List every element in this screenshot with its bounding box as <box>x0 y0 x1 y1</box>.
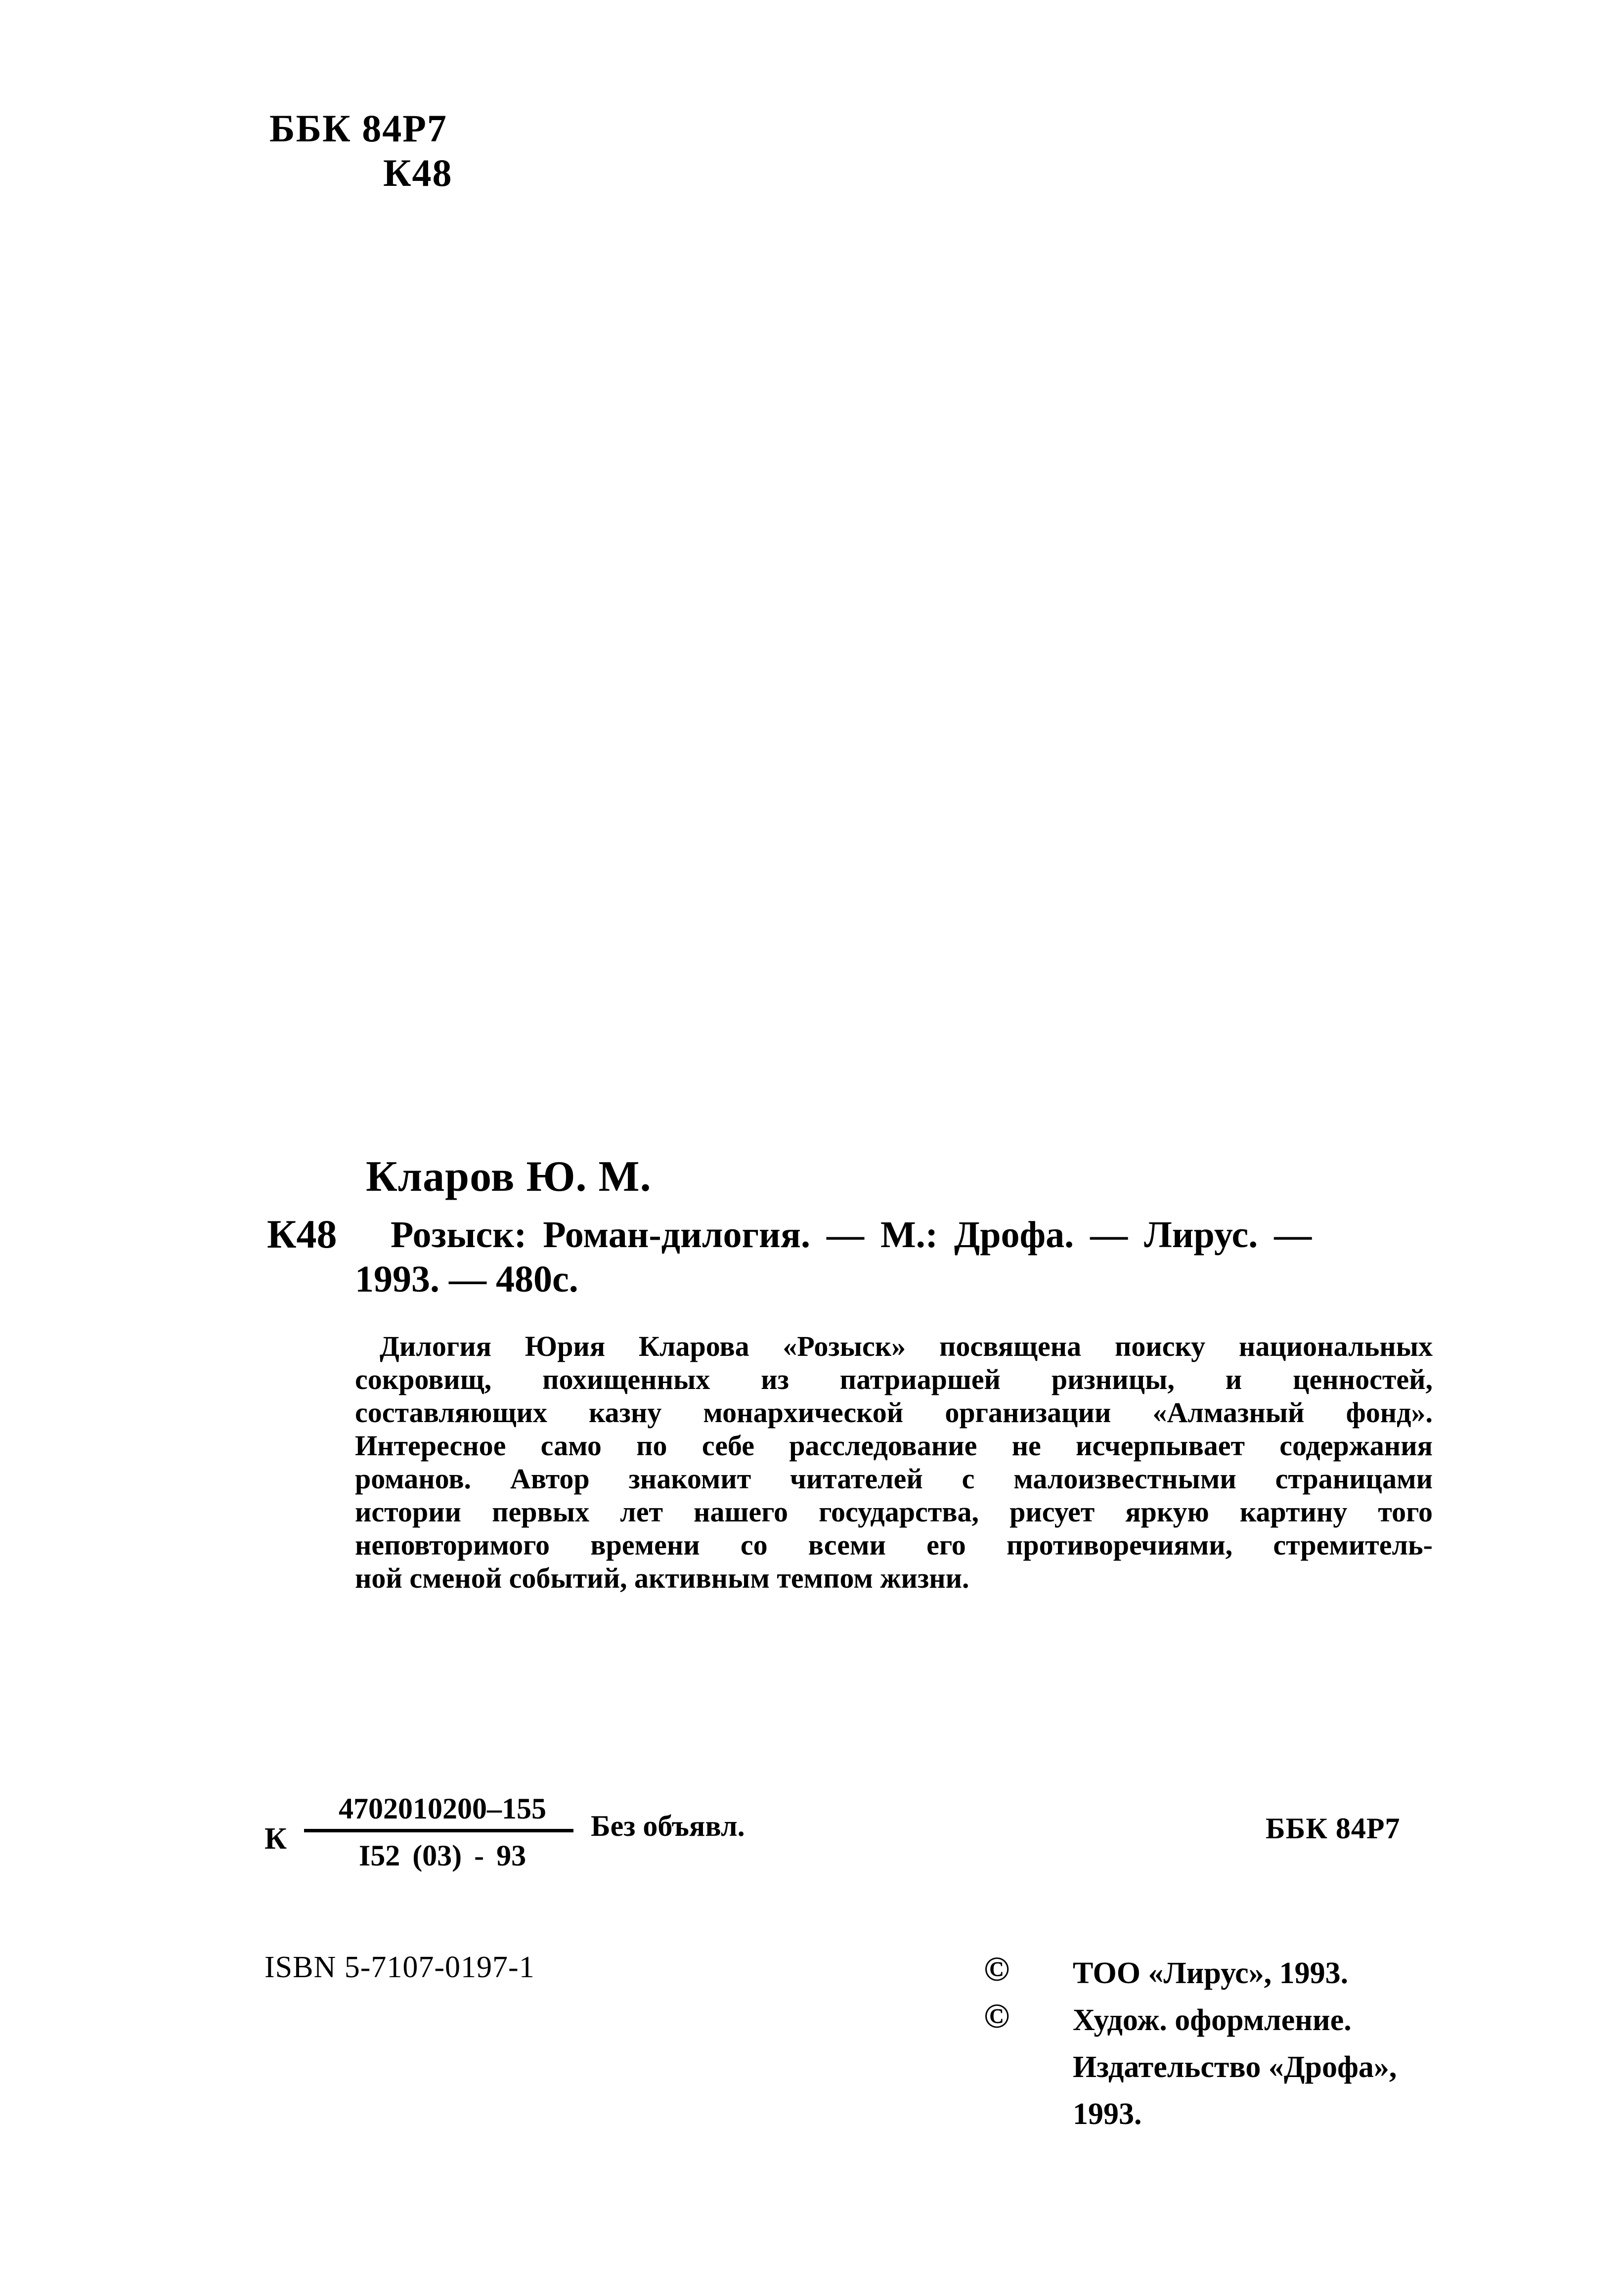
catalog-code: К48 <box>267 1212 337 1256</box>
annotation-line: сокровищ, похищенных из патриаршей ризницы, и ценностей, <box>355 1363 1433 1395</box>
annotation-line: истории первых лет нашего государства, рисует яркую картину того <box>355 1496 1433 1528</box>
annotation-line: Дилогия Юрия Кларова «Розыск» посвящена поиску национальных <box>380 1330 1433 1362</box>
annotation-line: неповторимого времени со всеми его противоречиями, стремитель- <box>355 1529 1433 1561</box>
author-sign: К48 <box>383 151 453 194</box>
isbn: ISBN 5-7107-0197-1 <box>264 1950 535 1984</box>
bibliographic-year-pages: 1993. — 480с. <box>355 1258 578 1300</box>
bbk-classification-bottom: ББК 84Р7 <box>1266 1812 1401 1845</box>
price-note: Без объявл. <box>591 1810 745 1842</box>
copyright-icon: © <box>984 1950 1010 1989</box>
copyright-line: Издательство «Дрофа», <box>1073 2050 1397 2084</box>
copyright-block <box>1073 1950 1397 2138</box>
author-name: Кларов Ю. М. <box>366 1153 652 1201</box>
annotation-line: составляющих казну монархической организации «Алмазный фонд». <box>355 1396 1433 1429</box>
bbk-code: ББК 84Р7 <box>269 107 447 150</box>
annotation-line: романов. Автор знакомит читателей с малоизвестными страницами <box>355 1463 1433 1495</box>
bibliographic-title-line: Розыск: Роман-дилогия. — М.: Дрофа. — Лирус. — <box>391 1214 1312 1256</box>
publishing-code-numerator: 4702010200–155 <box>339 1792 546 1825</box>
annotation-line: Интересное само по себе расследование не исчерпывает содержания <box>355 1430 1433 1462</box>
copyright-icon: © <box>984 1997 1010 2036</box>
fraction-bar <box>304 1829 573 1832</box>
bbk-classification-top <box>269 106 453 195</box>
publishing-code-letter: К <box>264 1822 287 1856</box>
copyright-line: ТОО «Лирус», 1993. <box>1073 1956 1349 1990</box>
copyright-line: Худож. оформление. <box>1073 2003 1352 2037</box>
annotation-line: ной сменой событий, активным темпом жизни. <box>355 1562 969 1594</box>
annotation-paragraph <box>355 1330 1433 1595</box>
publishing-code-denominator: I52 (03) - 93 <box>358 1839 526 1872</box>
copyright-line: 1993. <box>1073 2097 1142 2131</box>
